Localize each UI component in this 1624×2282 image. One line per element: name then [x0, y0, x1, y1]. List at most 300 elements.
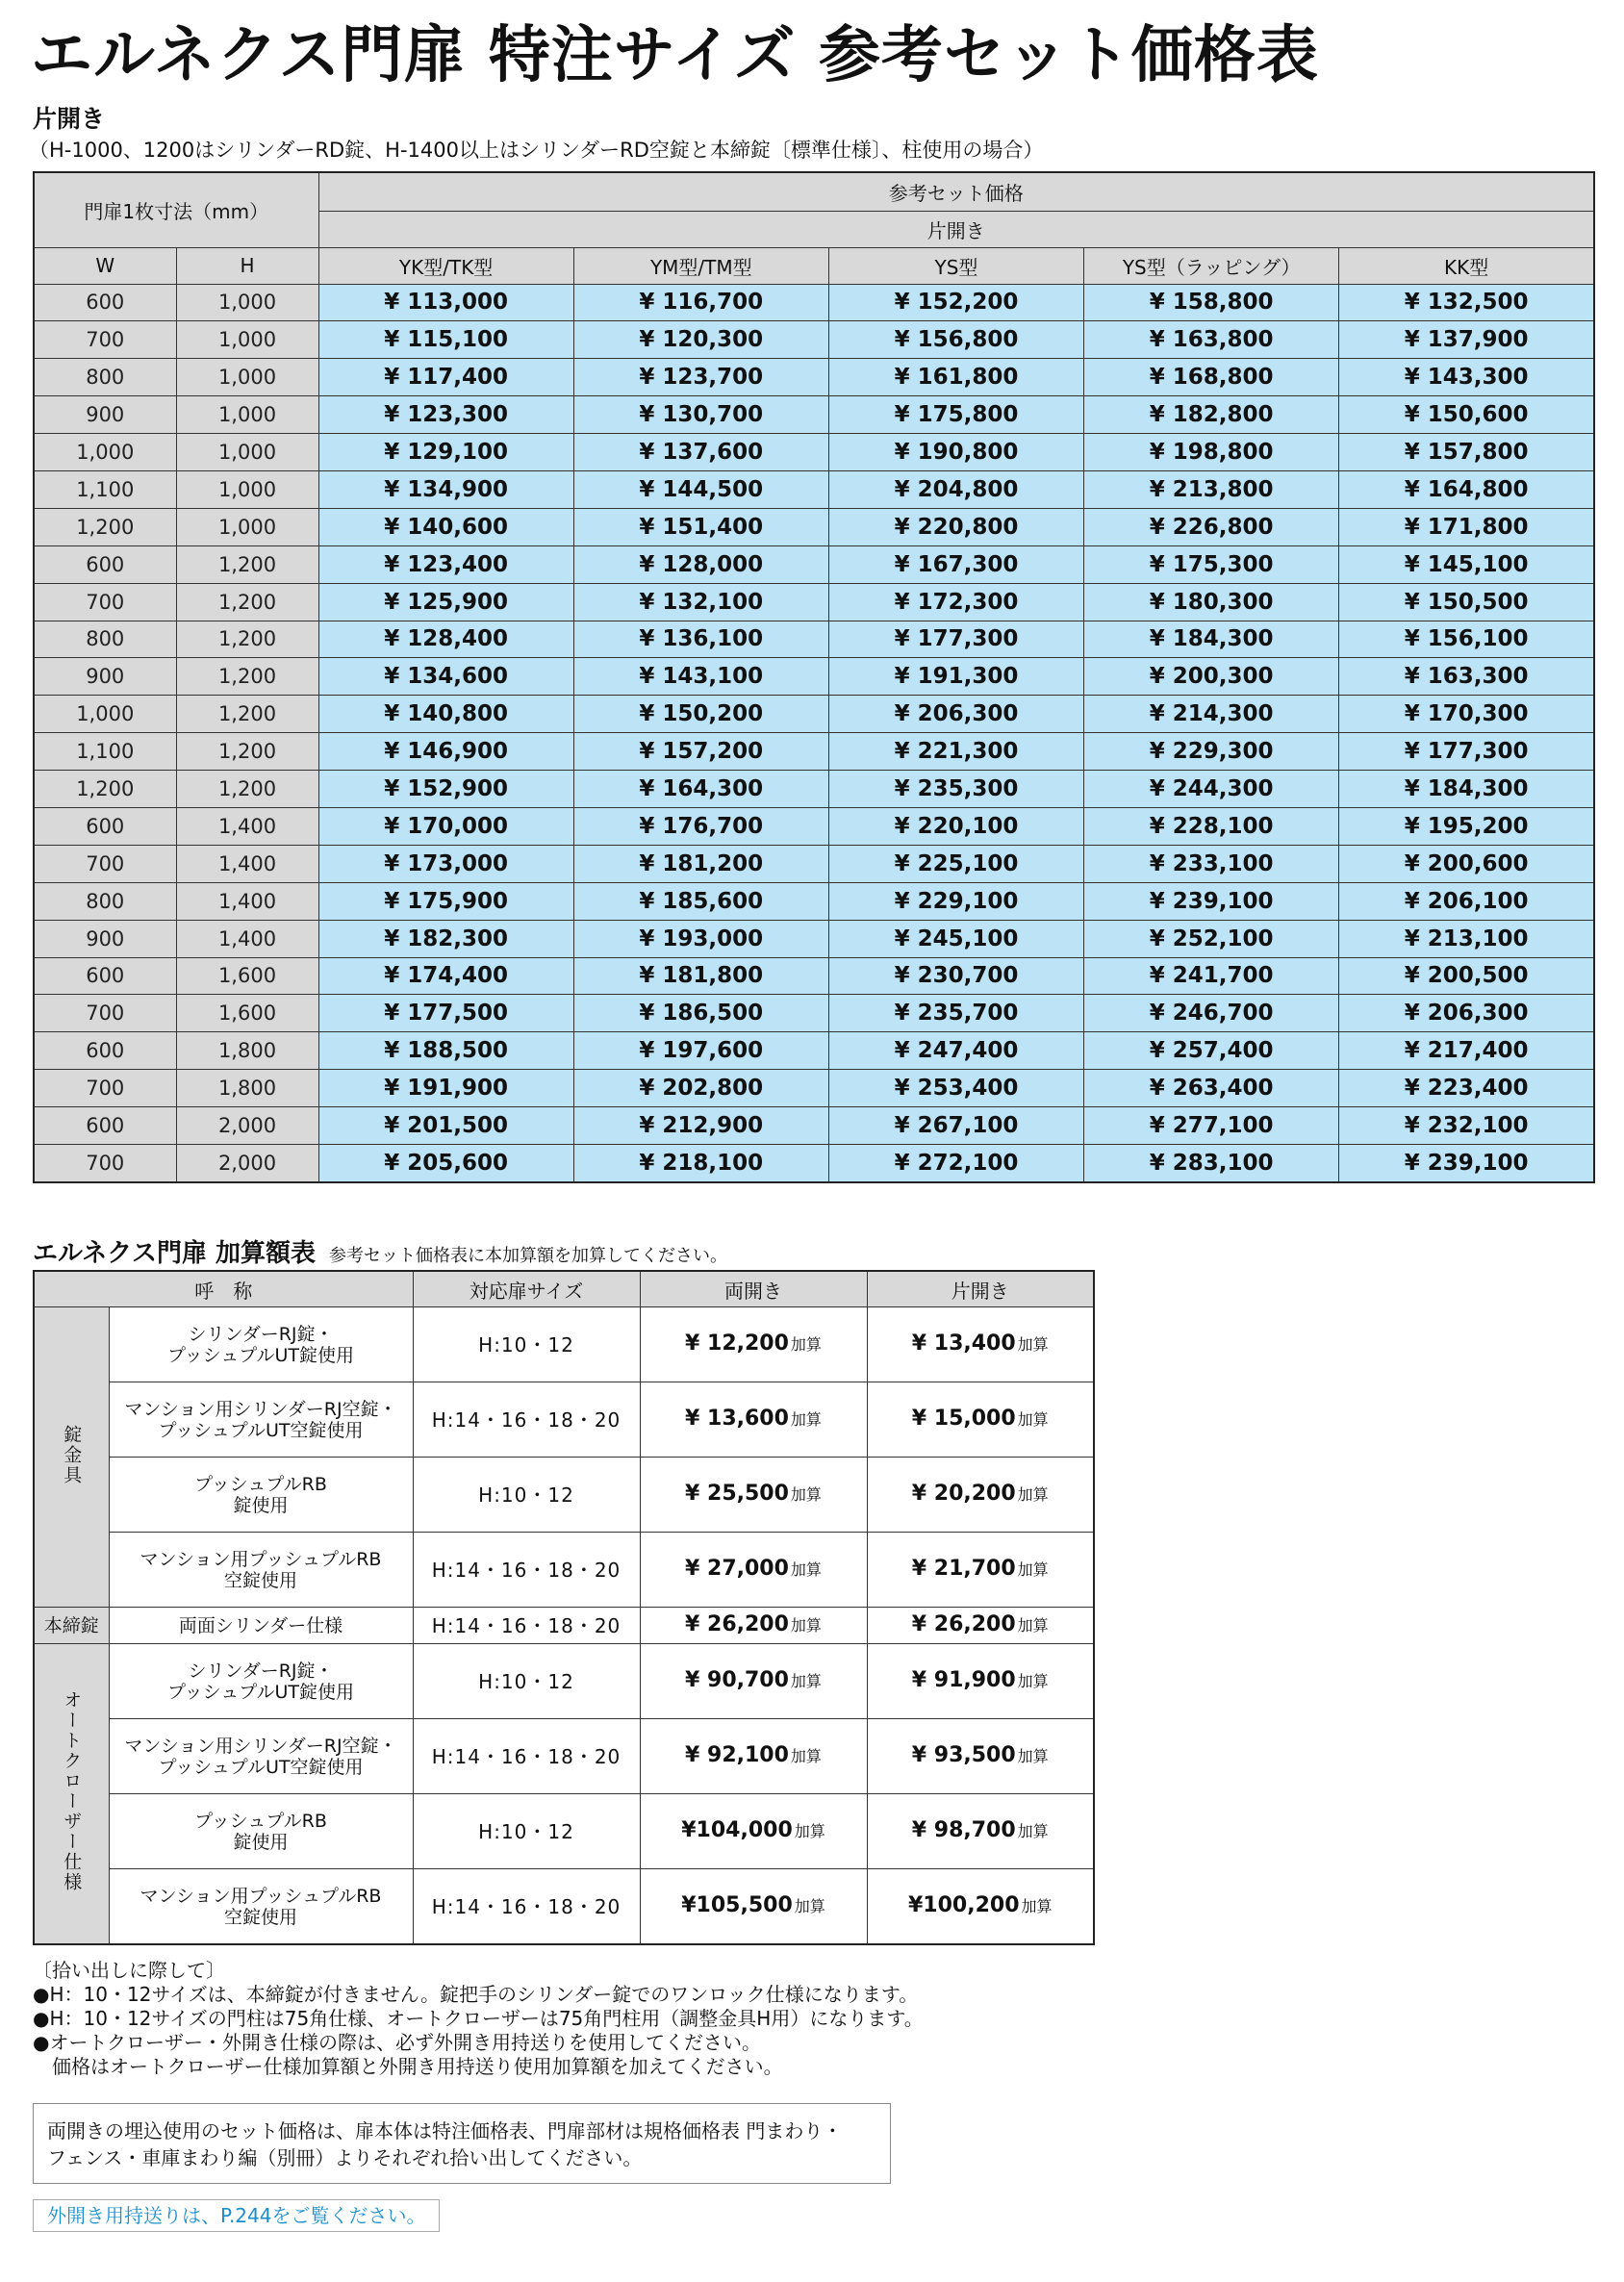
price-row — [34, 470, 1594, 508]
price-cell: ¥ 171,800 — [1339, 508, 1594, 545]
addon-size: H:14・16・18・20 — [431, 1744, 622, 1768]
addon-row — [34, 1608, 1094, 1644]
addon-name-line: プッシュプルUT空錠使用 — [158, 1756, 364, 1778]
addon-name-cell — [109, 1794, 413, 1869]
width-cell: 700 — [34, 583, 176, 621]
price-row — [34, 508, 1594, 545]
price-cell: ¥ 156,100 — [1339, 621, 1594, 658]
width-cell: 700 — [34, 1144, 176, 1181]
price-cell: ¥ 164,300 — [573, 771, 828, 808]
width-cell: 800 — [34, 359, 176, 396]
price-cell: ¥ 170,300 — [1339, 696, 1594, 733]
price-row — [34, 396, 1594, 434]
price-row — [34, 621, 1594, 658]
price-cell: ¥ 202,800 — [573, 1070, 828, 1107]
price-cell: ¥ 174,400 — [318, 957, 573, 995]
height-cell: 1,000 — [176, 321, 318, 359]
addon-amount: ¥ 92,100 — [685, 1743, 789, 1767]
price-row — [34, 733, 1594, 771]
price-cell: ¥ 188,500 — [318, 1032, 573, 1070]
price-cell: ¥ 283,100 — [1084, 1144, 1339, 1181]
addon-amount: ¥ 25,500 — [685, 1482, 789, 1506]
price-cell: ¥ 156,800 — [828, 321, 1083, 359]
addon-name-line: シリンダーRJ錠・ — [188, 1660, 334, 1682]
price-cell: ¥ 200,500 — [1339, 957, 1594, 995]
price-cell: ¥ 157,200 — [573, 733, 828, 771]
width-cell: 900 — [34, 396, 176, 434]
price-cell: ¥ 128,000 — [573, 545, 828, 583]
addon-amount: ¥ 12,200 — [685, 1331, 789, 1356]
addon-suffix: 加算 — [794, 1822, 825, 1840]
type-header: YS型 — [828, 247, 1083, 284]
addon-name-line: プッシュプルUT錠使用 — [166, 1681, 355, 1703]
height-cell: 1,200 — [176, 733, 318, 771]
addon-amount-cell — [867, 1644, 1094, 1719]
addon-amount: ¥100,200 — [907, 1893, 1020, 1917]
price-cell: ¥ 182,300 — [318, 920, 573, 957]
price-cell: ¥ 134,600 — [318, 658, 573, 696]
price-table — [33, 171, 1595, 1183]
price-cell: ¥ 267,100 — [828, 1107, 1083, 1145]
price-row — [34, 771, 1594, 808]
addon-size-cell — [413, 1382, 640, 1458]
price-cell: ¥ 175,900 — [318, 882, 573, 920]
addon-suffix: 加算 — [790, 1672, 822, 1690]
price-cell: ¥ 143,100 — [573, 658, 828, 696]
price-cell: ¥ 206,100 — [1339, 882, 1594, 920]
price-cell: ¥ 220,100 — [828, 807, 1083, 845]
price-cell: ¥ 185,600 — [573, 882, 828, 920]
addon-size-cell — [413, 1869, 640, 1945]
price-row — [34, 696, 1594, 733]
price-cell: ¥ 263,400 — [1084, 1070, 1339, 1107]
addon-name-line: 錠使用 — [233, 1831, 289, 1853]
price-cell: ¥ 172,300 — [828, 583, 1083, 621]
price-cell: ¥ 173,000 — [318, 845, 573, 882]
price-row — [34, 957, 1594, 995]
height-cell: 1,200 — [176, 545, 318, 583]
price-row — [34, 995, 1594, 1032]
addon-suffix: 加算 — [790, 1335, 822, 1354]
addon-amount: ¥ 98,700 — [911, 1818, 1016, 1842]
height-cell: 1,400 — [176, 920, 318, 957]
width-cell: 600 — [34, 1107, 176, 1145]
width-cell: 700 — [34, 995, 176, 1032]
price-cell: ¥ 193,000 — [573, 920, 828, 957]
open-type-header: 片開き — [318, 211, 1594, 247]
height-cell: 1,800 — [176, 1070, 318, 1107]
addon-name-line: マンション用シリンダーRJ空錠・ — [124, 1398, 397, 1420]
addon-amount-cell — [640, 1608, 867, 1644]
addon-suffix: 加算 — [1017, 1335, 1049, 1354]
type-header: KK型 — [1339, 247, 1594, 284]
height-cell: 2,000 — [176, 1144, 318, 1181]
addon-amount: ¥104,000 — [681, 1818, 793, 1842]
addon-name-cell — [109, 1644, 413, 1719]
price-cell: ¥ 204,800 — [828, 470, 1083, 508]
notes — [33, 1959, 924, 2079]
height-cell: 1,200 — [176, 696, 318, 733]
price-cell: ¥ 206,300 — [828, 696, 1083, 733]
price-cell: ¥ 175,800 — [828, 396, 1083, 434]
width-cell: 900 — [34, 658, 176, 696]
price-cell: ¥ 239,100 — [1339, 1144, 1594, 1181]
price-cell: ¥ 201,500 — [318, 1107, 573, 1145]
addon-group-label — [34, 1644, 109, 1945]
height-cell: 1,600 — [176, 995, 318, 1032]
col-h-header: H — [176, 247, 318, 284]
price-cell: ¥ 175,300 — [1084, 545, 1339, 583]
addon-suffix: 加算 — [1017, 1672, 1049, 1690]
price-row — [34, 321, 1594, 359]
price-row — [34, 583, 1594, 621]
addon-group-text: 錠金具 — [61, 1424, 83, 1485]
price-row — [34, 545, 1594, 583]
addon-name-cell — [109, 1608, 413, 1644]
width-cell: 600 — [34, 1032, 176, 1070]
price-cell: ¥ 140,800 — [318, 696, 573, 733]
addon-suffix: 加算 — [1017, 1410, 1049, 1429]
addon-amount-cell — [867, 1382, 1094, 1458]
width-cell: 1,100 — [34, 733, 176, 771]
height-cell: 2,000 — [176, 1107, 318, 1145]
width-cell: 700 — [34, 321, 176, 359]
addon-amount-cell — [640, 1533, 867, 1608]
price-cell: ¥ 143,300 — [1339, 359, 1594, 396]
price-cell: ¥ 220,800 — [828, 508, 1083, 545]
price-cell: ¥ 252,100 — [1084, 920, 1339, 957]
price-cell: ¥ 134,900 — [318, 470, 573, 508]
addon-suffix: 加算 — [794, 1897, 825, 1915]
addon-size-cell — [413, 1307, 640, 1382]
addon-suffix: 加算 — [790, 1747, 822, 1765]
addon-heading — [33, 1233, 727, 1269]
price-cell: ¥ 184,300 — [1339, 771, 1594, 808]
price-cell: ¥ 137,600 — [573, 434, 828, 471]
price-row — [34, 807, 1594, 845]
addon-name-cell — [109, 1307, 413, 1382]
price-cell: ¥ 146,900 — [318, 733, 573, 771]
price-cell: ¥ 235,700 — [828, 995, 1083, 1032]
price-cell: ¥ 150,200 — [573, 696, 828, 733]
price-cell: ¥ 140,600 — [318, 508, 573, 545]
addon-size-cell — [413, 1608, 640, 1644]
addon-name-line: 両面シリンダー仕様 — [178, 1614, 343, 1636]
price-cell: ¥ 137,900 — [1339, 321, 1594, 359]
price-cell: ¥ 150,600 — [1339, 396, 1594, 434]
price-cell: ¥ 213,100 — [1339, 920, 1594, 957]
price-cell: ¥ 163,300 — [1339, 658, 1594, 696]
addon-suffix: 加算 — [1021, 1897, 1053, 1915]
height-cell: 1,000 — [176, 396, 318, 434]
price-cell: ¥ 177,300 — [1339, 733, 1594, 771]
price-cell: ¥ 200,600 — [1339, 845, 1594, 882]
addon-amount-cell — [867, 1719, 1094, 1794]
price-cell: ¥ 157,800 — [1339, 434, 1594, 471]
price-cell: ¥ 200,300 — [1084, 658, 1339, 696]
height-cell: 1,400 — [176, 807, 318, 845]
addon-size-cell — [413, 1458, 640, 1533]
price-cell: ¥ 232,100 — [1339, 1107, 1594, 1145]
addon-suffix: 加算 — [1017, 1560, 1049, 1579]
addon-name-line: マンション用プッシュプルRB — [140, 1548, 382, 1570]
price-cell: ¥ 214,300 — [1084, 696, 1339, 733]
price-cell: ¥ 229,300 — [1084, 733, 1339, 771]
addon-row — [34, 1719, 1094, 1794]
addon-name-cell — [109, 1533, 413, 1608]
price-cell: ¥ 132,500 — [1339, 284, 1594, 321]
addon-size: H:14・16・18・20 — [431, 1613, 622, 1637]
price-cell: ¥ 125,900 — [318, 583, 573, 621]
price-cell: ¥ 229,100 — [828, 882, 1083, 920]
price-cell: ¥ 195,200 — [1339, 807, 1594, 845]
addon-name-header: 呼 称 — [34, 1271, 413, 1307]
note-line: ●H：10・12サイズは、本締錠が付きません。錠把手のシリンダー錠でのワンロック仕様になります。 — [33, 1983, 919, 2006]
price-cell: ¥ 198,800 — [1084, 434, 1339, 471]
boxed-note — [33, 2103, 891, 2184]
addon-subnote: 参考セット価格表に本加算額を加算してください。 — [329, 1246, 728, 1266]
section-heading: 片開き — [33, 105, 106, 133]
price-cell: ¥ 161,800 — [828, 359, 1083, 396]
addon-amount-cell — [867, 1794, 1094, 1869]
addon-name-line: マンション用プッシュプルRB — [140, 1885, 382, 1907]
price-cell: ¥ 191,300 — [828, 658, 1083, 696]
price-row — [34, 1070, 1594, 1107]
price-row — [34, 1032, 1594, 1070]
addon-amount-cell — [640, 1307, 867, 1382]
addon-name-cell — [109, 1458, 413, 1533]
addon-size-cell — [413, 1794, 640, 1869]
price-cell: ¥ 241,700 — [1084, 957, 1339, 995]
width-cell: 1,200 — [34, 771, 176, 808]
price-cell: ¥ 233,100 — [1084, 845, 1339, 882]
addon-amount: ¥ 93,500 — [911, 1743, 1016, 1767]
height-cell: 1,000 — [176, 284, 318, 321]
addon-name-line: プッシュプルUT空錠使用 — [158, 1419, 364, 1441]
price-cell: ¥ 239,100 — [1084, 882, 1339, 920]
price-cell: ¥ 145,100 — [1339, 545, 1594, 583]
price-row — [34, 658, 1594, 696]
price-cell: ¥ 235,300 — [828, 771, 1083, 808]
addon-name-cell — [109, 1869, 413, 1945]
width-cell: 900 — [34, 920, 176, 957]
price-row — [34, 359, 1594, 396]
price-row — [34, 1144, 1594, 1181]
addon-amount: ¥ 21,700 — [911, 1557, 1016, 1581]
price-row — [34, 920, 1594, 957]
width-cell: 1,000 — [34, 434, 176, 471]
price-cell: ¥ 120,300 — [573, 321, 828, 359]
section-note: （H-1000、1200はシリンダーRD錠、H-1400以上はシリンダーRD空錠と本締錠〔標準仕様〕、柱使用の場合） — [29, 139, 1044, 162]
price-cell: ¥ 116,700 — [573, 284, 828, 321]
addon-size-header: 対応扉サイズ — [413, 1271, 640, 1307]
boxed-note-line: フェンス・車庫まわり編（別冊）よりそれぞれ拾い出してください。 — [47, 2146, 643, 2169]
width-cell: 700 — [34, 845, 176, 882]
notes-heading: 〔拾い出しに際して〕 — [33, 1959, 225, 1982]
addon-row — [34, 1644, 1094, 1719]
price-row — [34, 1107, 1594, 1145]
price-cell: ¥ 136,100 — [573, 621, 828, 658]
boxed-note-line: 両開きの埋込使用のセット価格は、扉本体は特注価格表、門扉部材は規格価格表 門まわり・ — [47, 2119, 843, 2143]
addon-amount: ¥ 15,000 — [911, 1407, 1016, 1431]
addon-row — [34, 1307, 1094, 1382]
price-cell: ¥ 223,400 — [1339, 1070, 1594, 1107]
addon-size: H:14・16・18・20 — [431, 1407, 622, 1432]
price-cell: ¥ 152,900 — [318, 771, 573, 808]
price-cell: ¥ 230,700 — [828, 957, 1083, 995]
addon-name-line: 空錠使用 — [223, 1906, 297, 1928]
price-cell: ¥ 181,200 — [573, 845, 828, 882]
addon-suffix: 加算 — [790, 1560, 822, 1579]
price-cell: ¥ 164,800 — [1339, 470, 1594, 508]
price-cell: ¥ 190,800 — [828, 434, 1083, 471]
price-cell: ¥ 225,100 — [828, 845, 1083, 882]
addon-group-text: 本締錠 — [43, 1614, 99, 1636]
addon-amount: ¥ 91,900 — [911, 1668, 1016, 1692]
price-cell: ¥ 277,100 — [1084, 1107, 1339, 1145]
page-title: エルネクス門扉 特注サイズ 参考セット価格表 — [31, 20, 1319, 91]
note-line: ●オートクローザー・外開き仕様の際は、必ず外開き用持送りを使用してください。 — [33, 2031, 762, 2054]
addon-size: H:14・16・18・20 — [431, 1558, 622, 1582]
price-cell: ¥ 176,700 — [573, 807, 828, 845]
addon-amount-cell — [867, 1458, 1094, 1533]
price-cell: ¥ 123,400 — [318, 545, 573, 583]
width-cell: 600 — [34, 807, 176, 845]
price-cell: ¥ 151,400 — [573, 508, 828, 545]
price-cell: ¥ 115,100 — [318, 321, 573, 359]
addon-row — [34, 1869, 1094, 1945]
price-cell: ¥ 168,800 — [1084, 359, 1339, 396]
height-cell: 1,200 — [176, 658, 318, 696]
height-cell: 1,000 — [176, 508, 318, 545]
price-cell: ¥ 167,300 — [828, 545, 1083, 583]
height-cell: 1,000 — [176, 359, 318, 396]
price-header: 参考セット価格 — [318, 172, 1594, 211]
addon-single-header: 片開き — [867, 1271, 1094, 1307]
addon-name-cell — [109, 1719, 413, 1794]
price-cell: ¥ 158,800 — [1084, 284, 1339, 321]
price-cell: ¥ 152,200 — [828, 284, 1083, 321]
addon-amount-cell — [867, 1608, 1094, 1644]
type-header: YS型（ラッピング） — [1084, 247, 1339, 284]
price-cell: ¥ 253,400 — [828, 1070, 1083, 1107]
addon-amount-cell — [867, 1307, 1094, 1382]
addon-amount: ¥ 26,200 — [685, 1612, 789, 1636]
addon-size: H:14・16・18・20 — [431, 1894, 622, 1918]
addon-size-cell — [413, 1719, 640, 1794]
price-cell: ¥ 113,000 — [318, 284, 573, 321]
price-cell: ¥ 150,500 — [1339, 583, 1594, 621]
type-header: YK型/TK型 — [318, 247, 573, 284]
addon-suffix: 加算 — [790, 1616, 822, 1635]
price-cell: ¥ 206,300 — [1339, 995, 1594, 1032]
price-cell: ¥ 244,300 — [1084, 771, 1339, 808]
addon-suffix: 加算 — [1017, 1747, 1049, 1765]
height-cell: 1,400 — [176, 882, 318, 920]
width-cell: 1,000 — [34, 696, 176, 733]
addon-double-header: 両開き — [640, 1271, 867, 1307]
addon-name-line: 空錠使用 — [223, 1569, 297, 1591]
price-cell: ¥ 217,400 — [1339, 1032, 1594, 1070]
price-row — [34, 845, 1594, 882]
height-cell: 1,200 — [176, 583, 318, 621]
addon-name-line: シリンダーRJ錠・ — [188, 1323, 334, 1345]
width-cell: 1,200 — [34, 508, 176, 545]
price-cell: ¥ 228,100 — [1084, 807, 1339, 845]
price-cell: ¥ 182,800 — [1084, 396, 1339, 434]
addon-name-line: プッシュプルRB — [194, 1473, 327, 1495]
addon-amount-cell — [640, 1719, 867, 1794]
addon-amount: ¥ 13,400 — [911, 1331, 1016, 1356]
addon-amount-cell — [867, 1533, 1094, 1608]
addon-name-line: 錠使用 — [233, 1494, 289, 1516]
price-cell: ¥ 130,700 — [573, 396, 828, 434]
addon-size: H:10・12 — [478, 1332, 574, 1357]
price-cell: ¥ 186,500 — [573, 995, 828, 1032]
addon-name-line: マンション用シリンダーRJ空錠・ — [124, 1735, 397, 1757]
price-cell: ¥ 123,300 — [318, 396, 573, 434]
width-cell: 600 — [34, 284, 176, 321]
addon-suffix: 加算 — [790, 1410, 822, 1429]
width-cell: 700 — [34, 1070, 176, 1107]
height-cell: 1,200 — [176, 771, 318, 808]
price-cell: ¥ 117,400 — [318, 359, 573, 396]
addon-amount-cell — [640, 1458, 867, 1533]
price-cell: ¥ 180,300 — [1084, 583, 1339, 621]
addon-name-line: プッシュプルRB — [194, 1810, 327, 1832]
height-cell: 1,000 — [176, 470, 318, 508]
addon-amount: ¥ 27,000 — [685, 1557, 789, 1581]
addon-amount-cell — [640, 1382, 867, 1458]
price-cell: ¥ 181,800 — [573, 957, 828, 995]
page-reference-link[interactable]: 外開き用持送りは、P.244をご覧ください。 — [33, 2199, 440, 2232]
price-cell: ¥ 123,700 — [573, 359, 828, 396]
addon-row — [34, 1533, 1094, 1608]
price-cell: ¥ 213,800 — [1084, 470, 1339, 508]
price-cell: ¥ 197,600 — [573, 1032, 828, 1070]
price-cell: ¥ 245,100 — [828, 920, 1083, 957]
price-cell: ¥ 221,300 — [828, 733, 1083, 771]
price-cell: ¥ 163,800 — [1084, 321, 1339, 359]
dimension-header: 門扉1枚寸法（mm） — [34, 172, 318, 247]
price-cell: ¥ 177,500 — [318, 995, 573, 1032]
col-w-header: W — [34, 247, 176, 284]
height-cell: 1,800 — [176, 1032, 318, 1070]
addon-row — [34, 1382, 1094, 1458]
addon-table — [33, 1270, 1095, 1945]
addon-amount-cell — [640, 1644, 867, 1719]
addon-row — [34, 1458, 1094, 1533]
note-line: ●H：10・12サイズの門柱は75角仕様、オートクローザーは75角門柱用（調整金具H用）になります。 — [33, 2007, 924, 2030]
addon-amount-cell — [640, 1794, 867, 1869]
price-cell: ¥ 257,400 — [1084, 1032, 1339, 1070]
type-header: YM型/TM型 — [573, 247, 828, 284]
price-cell: ¥ 129,100 — [318, 434, 573, 471]
width-cell: 1,100 — [34, 470, 176, 508]
price-cell: ¥ 184,300 — [1084, 621, 1339, 658]
height-cell: 1,000 — [176, 434, 318, 471]
height-cell: 1,200 — [176, 621, 318, 658]
width-cell: 800 — [34, 621, 176, 658]
price-cell: ¥ 247,400 — [828, 1032, 1083, 1070]
addon-name-cell — [109, 1382, 413, 1458]
price-cell: ¥ 212,900 — [573, 1107, 828, 1145]
price-cell: ¥ 128,400 — [318, 621, 573, 658]
width-cell: 600 — [34, 957, 176, 995]
note-line: 価格はオートクローザー仕様加算額と外開き用持送り使用加算額を加えてください。 — [33, 2055, 783, 2078]
price-cell: ¥ 191,900 — [318, 1070, 573, 1107]
price-cell: ¥ 272,100 — [828, 1144, 1083, 1181]
